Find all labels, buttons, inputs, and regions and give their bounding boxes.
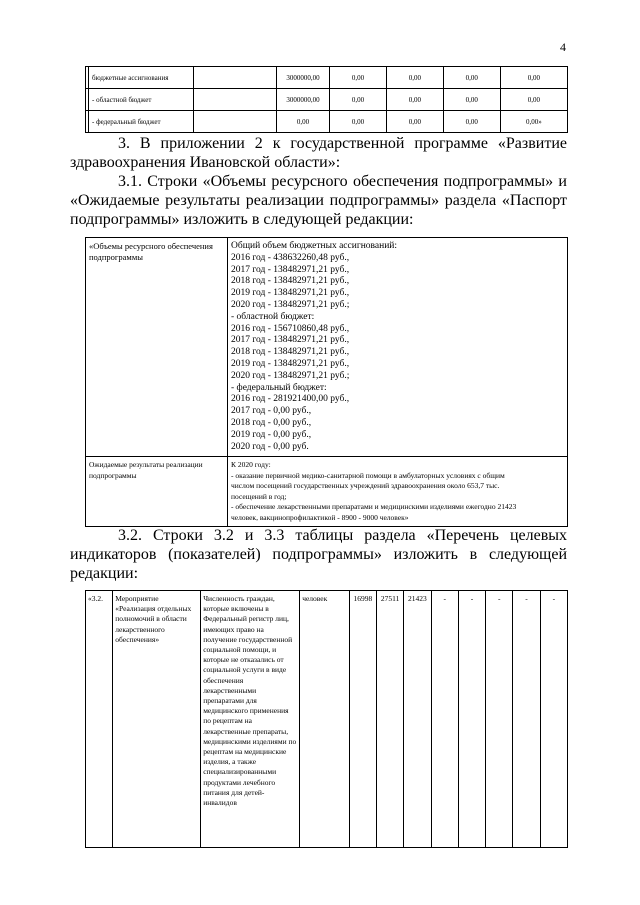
value-cell: 21423 xyxy=(404,591,431,848)
text-line: 3. В приложении 2 к государственной программе «Развитие xyxy=(118,135,567,152)
table-cell: 3000000,00 xyxy=(277,67,330,89)
text-line: посещений в год; xyxy=(231,491,287,501)
table-cell: 0,00 xyxy=(443,67,500,89)
text-line: 2017 год - 138482971,21 руб., xyxy=(231,264,350,275)
value-cell: - xyxy=(458,591,485,848)
activity-cell: Мероприятие «Реализация отдельных полномочий в области лекарственного обеспечения» xyxy=(113,591,201,848)
text-line: - областной бюджет: xyxy=(231,311,315,322)
text-line: 2016 год - 281921400,00 руб., xyxy=(231,394,350,405)
table-cell: 0,00 xyxy=(386,89,443,111)
table-cell: 0,00 xyxy=(386,67,443,89)
row-label: бюджетные ассигнования xyxy=(89,67,194,89)
indicator-cell: Численность граждан, которые включены в Федеральный регистр лиц, имеющих право на получение государственной социальной помощи, и которые не отказались от социальной услуги в виде обеспечения лекарственными препаратами для медицинского применения по рецептам на лекарственные препараты, медицинскими изделиями по рецептам на медицинские изделия, а также специализированными продуктами лечебного питания для детей-инвалидов xyxy=(201,591,300,848)
table-row xyxy=(86,67,568,89)
text-line: 2018 год - 0,00 руб., xyxy=(231,417,312,428)
row-label: «Объемы ресурсного обеспечения подпрограммы xyxy=(86,238,228,457)
text-line: 2017 год - 0,00 руб., xyxy=(231,406,312,417)
table-cell: 0,00 xyxy=(330,67,387,89)
table-cell xyxy=(194,111,277,133)
table-cell: 0,00 xyxy=(500,89,567,111)
row-label: - федеральный бюджет xyxy=(89,111,194,133)
text-line: 2020 год - 138482971,21 руб.; xyxy=(231,299,350,310)
text-line: 2017 год - 138482971,21 руб., xyxy=(231,335,350,346)
text-line: Общий объем бюджетных ассигнований: xyxy=(231,241,398,251)
text-line: 2018 год - 138482971,21 руб., xyxy=(231,276,350,287)
row-label: Ожидаемые результаты реализации подпрограммы xyxy=(86,457,228,527)
row-number: «3.2. xyxy=(86,591,113,848)
table-cell: 3000000,00 xyxy=(277,89,330,111)
table-cell: 0,00 xyxy=(386,111,443,133)
text-line: 2018 год - 138482971,21 руб., xyxy=(231,347,350,358)
table-cell: 0,00 xyxy=(330,111,387,133)
row-label: - областной бюджет xyxy=(89,89,194,111)
value-cell: - xyxy=(513,591,540,848)
table-cell: 0,00 xyxy=(443,89,500,111)
table-cell xyxy=(194,89,277,111)
unit-cell: человек xyxy=(300,591,350,848)
text-line: 2019 год - 138482971,21 руб., xyxy=(231,288,350,299)
text-line: 2019 год - 138482971,21 руб., xyxy=(231,358,350,369)
text-line: подпрограммы» изложить в следующей редакции: xyxy=(70,211,414,228)
table-cell: 0,00 xyxy=(277,111,330,133)
text-line: «Ожидаемые результаты реализации подпрограммы» раздела «Паспорт xyxy=(70,192,567,209)
table-cell: 0,00 xyxy=(330,89,387,111)
results-cell xyxy=(228,457,568,527)
value-cell: - xyxy=(431,591,458,848)
table-cell: 0,00» xyxy=(500,111,567,133)
table-row xyxy=(86,591,568,848)
text-line: числом посещений государственных учреждений здравоохранения около 653,7 тыс. xyxy=(231,481,500,491)
value-cell: - xyxy=(486,591,513,848)
table-row xyxy=(86,111,568,133)
text-line: 2019 год - 0,00 руб., xyxy=(231,429,312,440)
table-row xyxy=(86,238,568,457)
value-cell: 16998 xyxy=(349,591,376,848)
value-cell: - xyxy=(540,591,567,848)
value-cell: 27511 xyxy=(376,591,403,848)
text-line: К 2020 году: xyxy=(231,460,271,470)
text-line: 3.2. Строки 3.2 и 3.3 таблицы раздела «Перечень целевых xyxy=(118,527,567,544)
text-line: 3.1. Строки «Объемы ресурсного обеспечения подпрограммы» и xyxy=(118,173,567,190)
paragraph-3-1 xyxy=(70,172,567,229)
passport-table xyxy=(85,237,568,527)
paragraph-3-2 xyxy=(70,526,567,583)
text-line: здравоохранения Ивановской области»: xyxy=(70,154,341,171)
budget-table xyxy=(85,66,568,133)
text-line: 2020 год - 0,00 руб. xyxy=(231,441,309,452)
page-number: 4 xyxy=(560,40,566,54)
text-line: 2016 год - 438632260,48 руб., xyxy=(231,252,350,263)
text-line: - оказание первичной медико-санитарной помощи в амбулаторных условиях с общим xyxy=(231,470,505,480)
table-cell: 0,00 xyxy=(500,67,567,89)
table-cell xyxy=(194,67,277,89)
table-row xyxy=(86,457,568,527)
table-row xyxy=(86,89,568,111)
text-line: 2020 год - 138482971,21 руб.; xyxy=(231,370,350,381)
text-line: - федеральный бюджет: xyxy=(231,382,327,393)
text-line: 2016 год - 156710860,48 руб., xyxy=(231,323,350,334)
paragraph-3 xyxy=(70,134,567,172)
funding-cell xyxy=(228,238,568,457)
text-line: индикаторов (показателей) подпрограммы» изложить в следующей xyxy=(70,546,567,563)
table-cell: 0,00 xyxy=(443,111,500,133)
text-line: - обеспечение лекарственными препаратами и медицинскими изделиями ежегодно 21423 xyxy=(231,502,517,512)
text-line: редакции: xyxy=(70,565,139,582)
indicator-table xyxy=(85,590,568,848)
text-line: человек, вакцинопрофилактикой - 8900 - 9000 человек» xyxy=(231,512,409,522)
